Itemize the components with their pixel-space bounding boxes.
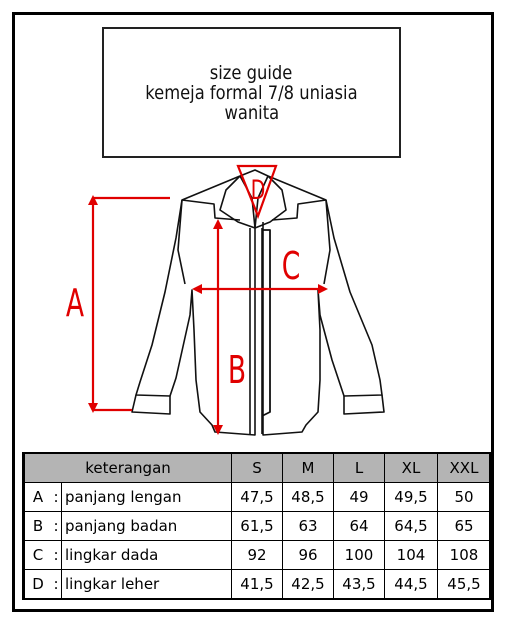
marker-a: A [65,281,85,326]
cell-m: 42,5 [283,570,334,599]
row-colon: : [51,570,62,599]
row-label: panjang lengan [62,483,232,512]
marker-b: B [227,348,247,393]
cell-m: 96 [283,541,334,570]
row-code: B [25,512,52,541]
cell-xxl: 65 [438,512,491,541]
header-keterangan: keterangan [25,454,232,483]
row-colon: : [51,483,62,512]
row-code: A [25,483,52,512]
marker-d: D [250,174,266,206]
cell-xl: 44,5 [385,570,438,599]
table-row [25,570,491,599]
cell-xl: 49,5 [385,483,438,512]
cell-xxl: 108 [438,541,491,570]
cell-s: 61,5 [232,512,283,541]
cell-xl: 104 [385,541,438,570]
row-label: lingkar leher [62,570,232,599]
cell-xxl: 50 [438,483,491,512]
row-code: C [25,541,52,570]
cell-l: 64 [334,512,385,541]
measure-lines [93,166,325,432]
cell-s: 41,5 [232,570,283,599]
row-colon: : [51,541,62,570]
cell-s: 92 [232,541,283,570]
row-label: lingkar dada [62,541,232,570]
cell-m: 48,5 [283,483,334,512]
cell-xl: 64,5 [385,512,438,541]
header-l: L [334,454,385,483]
header-m: M [283,454,334,483]
row-label: panjang badan [62,512,232,541]
cell-l: 49 [334,483,385,512]
header-s: S [232,454,283,483]
header-xl: XL [385,454,438,483]
table-row [25,512,491,541]
cell-m: 63 [283,512,334,541]
size-table [24,453,491,599]
title-line-3: wanita [224,101,279,124]
row-code: D [25,570,52,599]
cell-s: 47,5 [232,483,283,512]
marker-c: C [281,244,301,289]
table-header-row [25,454,491,483]
table-row [25,483,491,512]
shirt-outline [132,170,384,435]
header-xxl: XXL [438,454,491,483]
row-colon: : [51,512,62,541]
cell-l: 43,5 [334,570,385,599]
title-line-1: size guide [210,61,293,84]
cell-l: 100 [334,541,385,570]
title-line-2: kemeja formal 7/8 uniasia [145,81,358,104]
measure-arrowheads [88,195,328,435]
table-row [25,541,491,570]
cell-xxl: 45,5 [438,570,491,599]
